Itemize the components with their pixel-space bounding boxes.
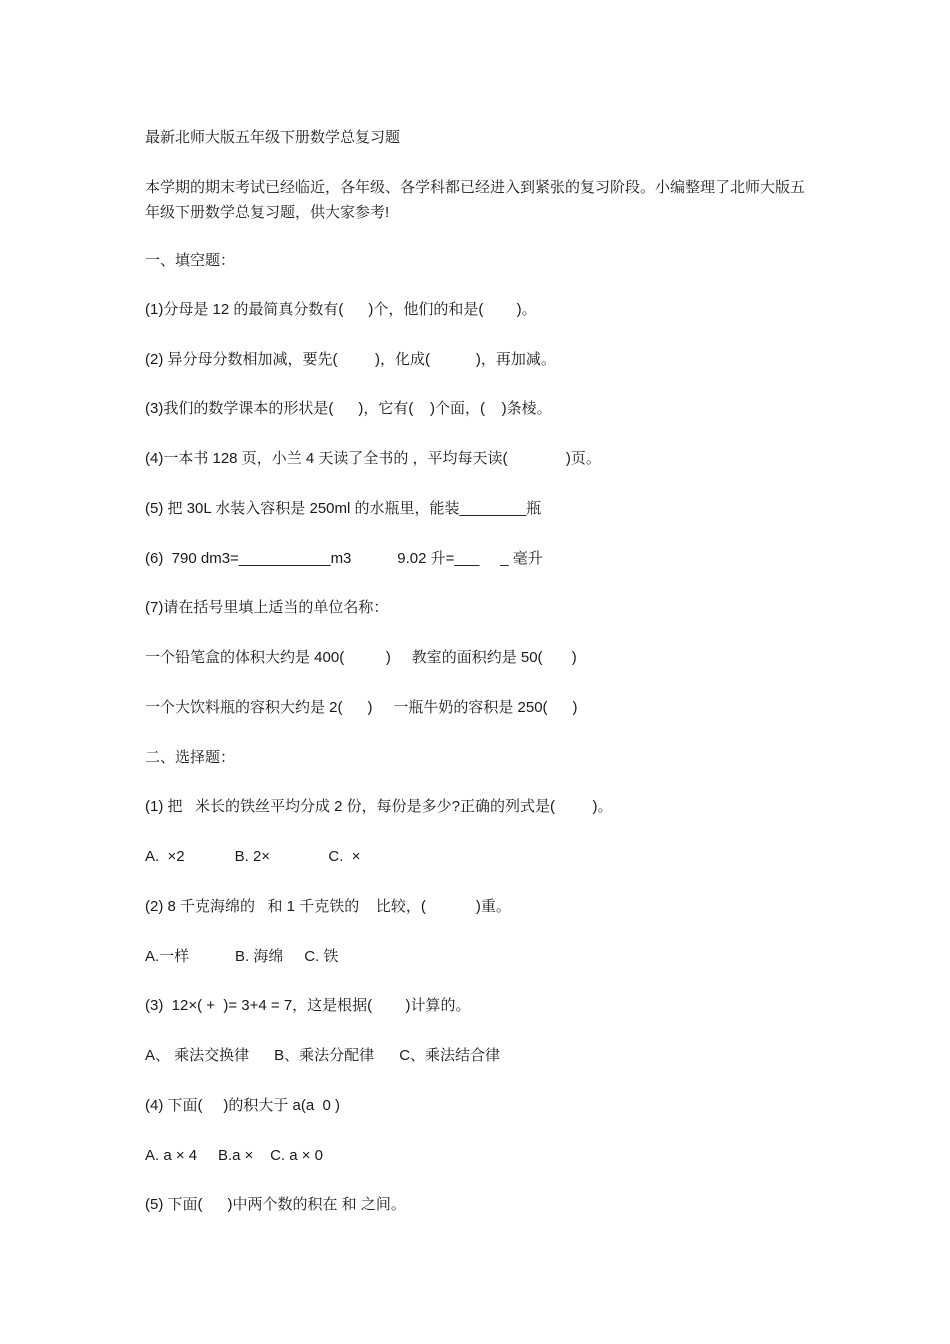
choice-line: A. ×2 B. 2× C. × xyxy=(145,848,361,865)
question-line: (2) 8 千克海绵的 和 1 千克铁的 比较，( )重。 xyxy=(145,898,511,915)
intro-paragraph: 本学期的期末考试已经临近，各年级、各学科都已经进入到紧张的复习阶段。小编整理了北师大版五年级下册数学总复习题，供大家参考! xyxy=(145,179,806,221)
question-line: (3)我们的数学课本的形状是( )，它有( )个面，( )条棱。 xyxy=(145,400,552,417)
question-line: (2) 异分母分数相加减，要先( )，化成( )，再加减。 xyxy=(145,351,556,368)
question-line: (1)分母是 12 的最简真分数有( )个，他们的和是( )。 xyxy=(145,301,537,318)
choice-line: A、 乘法交换律 B、乘法分配律 C、乘法结合律 xyxy=(145,1047,501,1064)
choice-line: A.一样 B. 海绵 C. 铁 xyxy=(145,948,339,965)
question-line: (3) 12×( + )= 3+4 = 7，这是根据( )计算的。 xyxy=(145,997,471,1014)
question-line: (4) 下面( )的积大于 a(a 0 ) xyxy=(145,1097,341,1114)
question-line: (4)一本书 128 页，小兰 4 天读了全书的 ，平均每天读( )页。 xyxy=(145,450,601,467)
question-line: (7)请在括号里填上适当的单位名称： xyxy=(145,599,389,616)
choice-line: A. a × 4 B.a × C. a × 0 xyxy=(145,1147,324,1164)
question-line: (5) 把 30L 水装入容积是 250ml 的水瓶里，能装________瓶 xyxy=(145,500,542,517)
document-title: 最新北师大版五年级下册数学总复习题 xyxy=(145,129,401,146)
question-line: (6) 790 dm3=___________m3 9.02 升=___ _ 毫升 xyxy=(145,550,543,567)
section-heading-multiple-choice: 二、选择题： xyxy=(145,749,236,766)
question-line: (5) 下面( )中两个数的积在 和 之间。 xyxy=(145,1196,406,1213)
question-line: (1) 把 米长的铁丝平均分成 2 份，每份是多少?正确的列式是( )。 xyxy=(145,798,613,815)
question-line: 一个大饮料瓶的容积大约是 2( ) 一瓶牛奶的容积是 250( ) xyxy=(145,699,578,716)
section-heading-fill-in: 一、填空题： xyxy=(145,252,236,269)
question-line: 一个铅笔盒的体积大约是 400( ) 教室的面积约是 50( ) xyxy=(145,649,577,666)
